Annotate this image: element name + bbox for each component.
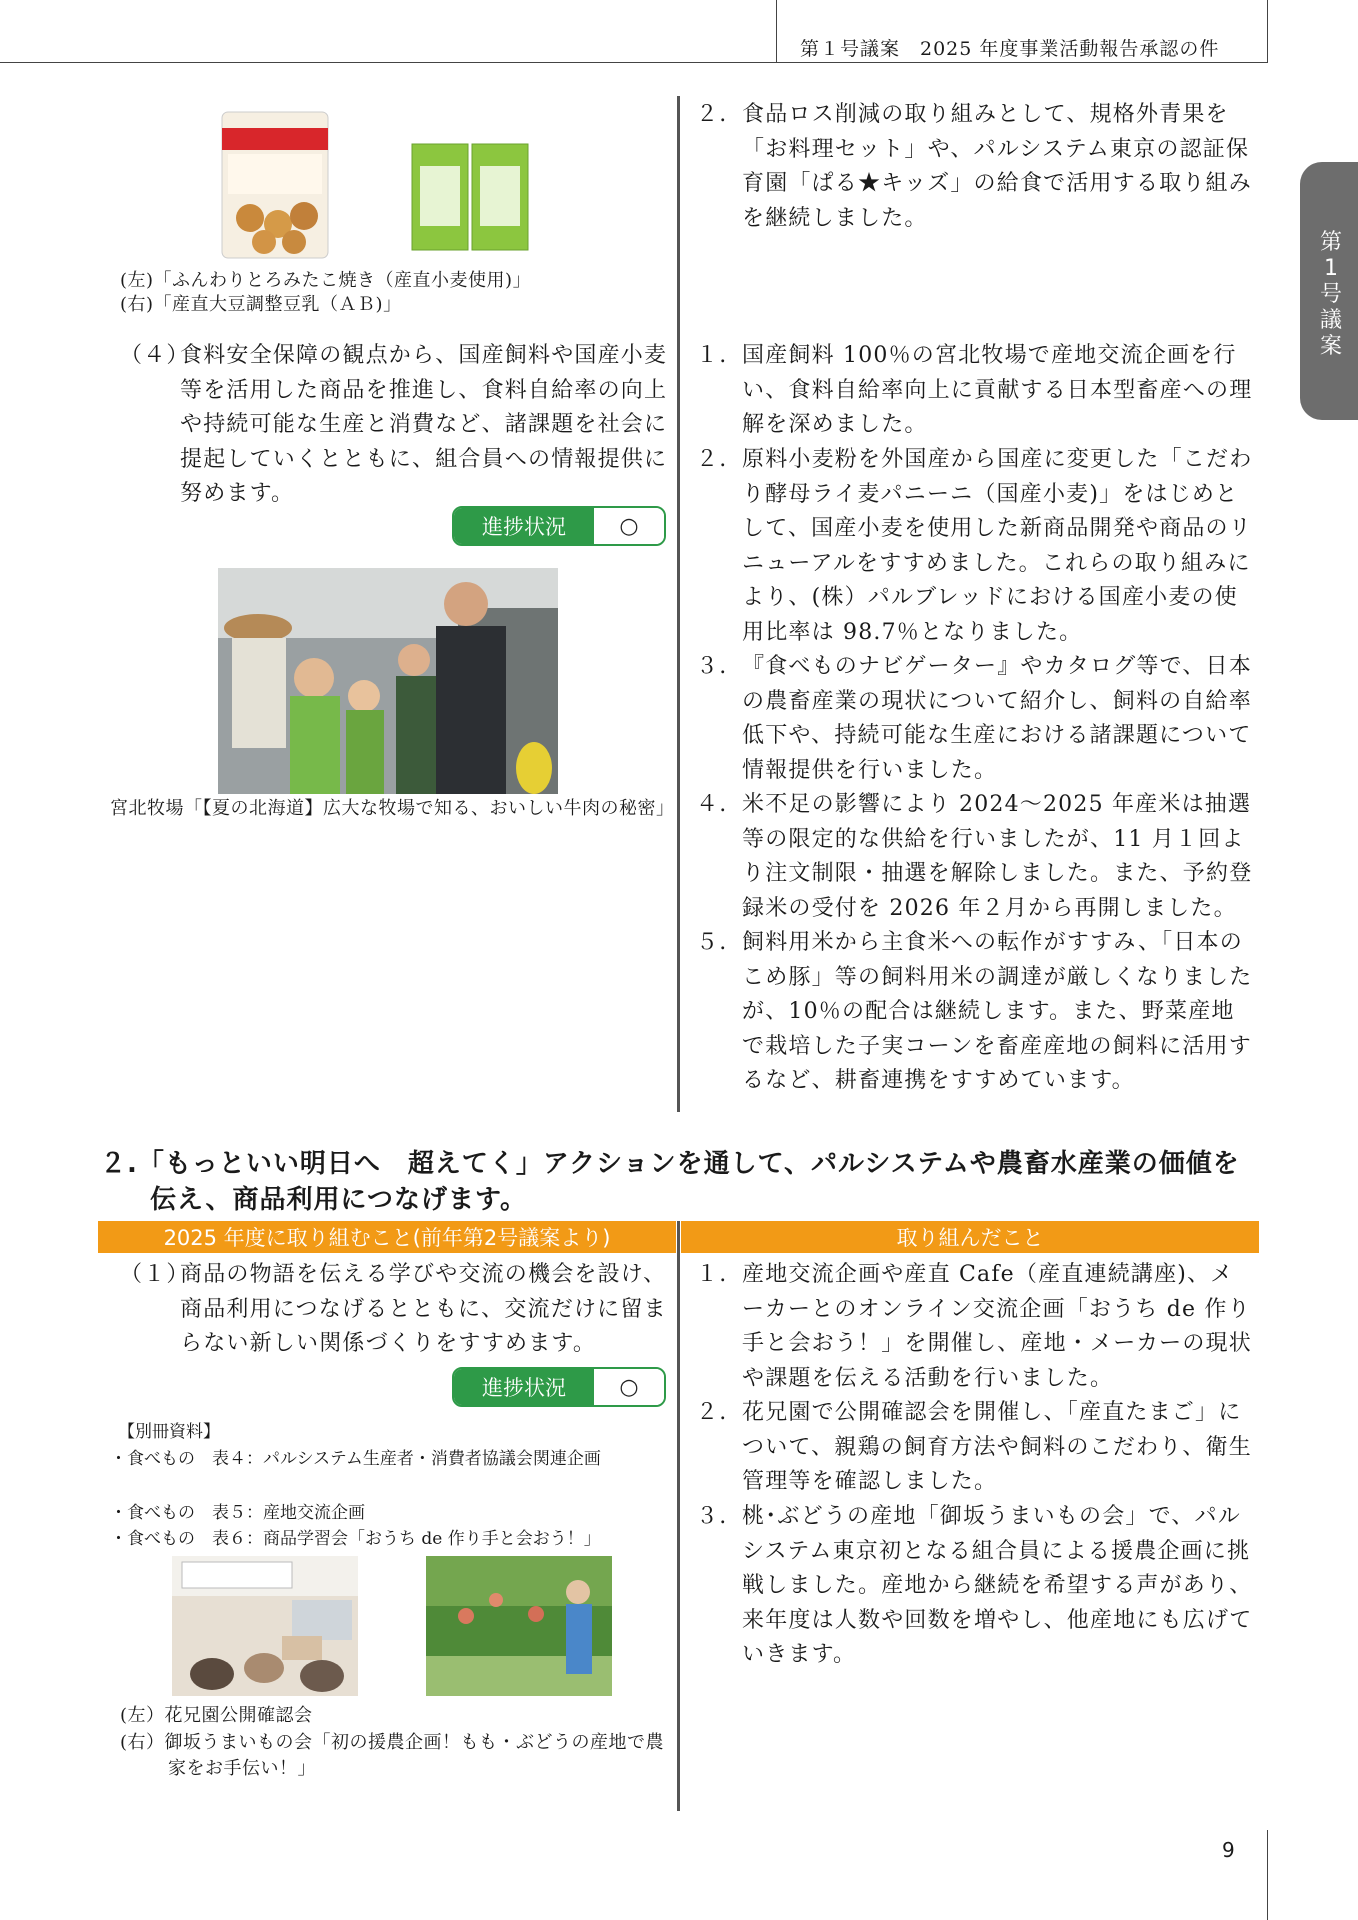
reference-title: 【別冊資料】 <box>118 1422 220 1442</box>
item-number: ４. <box>696 792 728 817</box>
header-divider-right <box>1267 0 1268 62</box>
item-number: １. <box>696 1262 728 1287</box>
item-number: ３. <box>696 654 728 679</box>
reference-item-2: ・食べもの 表５：産地交流企画 <box>110 1503 365 1523</box>
right-column-header: 取り組んだこと <box>681 1221 1259 1253</box>
food-loss-item <box>696 98 1256 236</box>
section2-result-1 <box>696 1258 1256 1396</box>
header-rule <box>0 62 1268 63</box>
misaka-farm-support-photo <box>426 1556 612 1696</box>
item-text: 食品ロス削減の取り組みとして、規格外青果を「お料理セット」や、パルシステム東京の認証保育園「ぱる★キッズ」の給食で活用する取り組みを継続しました。 <box>742 102 1252 231</box>
reference-item-3: ・食べもの 表６：商品学習会「おうち de 作り手と会おう！」 <box>110 1529 601 1549</box>
section4-number: （４） <box>120 343 190 368</box>
section4-text: 食料安全保障の観点から、国産飼料や国産小麦等を活用した商品を推進し、食料自給率の向上や持続可能な生産と消費など、諸課題を社会に提起していくとともに、組合員への情報提供に努めます。 <box>180 343 668 506</box>
miyakita-farm-photo <box>218 568 558 794</box>
progress-badge-label: 進捗状況 <box>454 508 594 544</box>
soymilk-product-photo <box>408 136 532 254</box>
column-divider-top <box>677 96 680 1112</box>
progress-badge-section2 <box>452 1367 666 1407</box>
header-divider-left <box>776 0 777 62</box>
footer-divider <box>1267 1830 1268 1920</box>
chapter-side-tab-label: 第1号議案 <box>1319 230 1342 359</box>
progress-badge-label: 進捗状況 <box>454 1369 594 1405</box>
section2-result-2 <box>696 1396 1256 1500</box>
section4-result-5 <box>696 926 1256 1099</box>
section4-result-4 <box>696 788 1256 926</box>
item-text: 桃･ぶどうの産地「御坂うまいもの会」で、パルシステム東京初となる組合員による援農企画に挑戦しました。産地から継続を希望する声があり、来年度は人数や回数を増やし、他産地にも広げていきます。 <box>742 1504 1253 1667</box>
section4-result-3 <box>696 650 1256 788</box>
item-text: 『食べものナビゲーター』やカタログ等で、日本の農畜産業の現状について紹介し、飼料の自給率低下や、持続可能な生産における諸課題について情報提供を行いました。 <box>742 654 1252 783</box>
progress-badge-value: ○ <box>594 508 664 544</box>
item-number: ２. <box>696 447 728 472</box>
item-number: １. <box>696 343 728 368</box>
section2-title-line1: ２.「もっといい明日へ 超えてく」アクションを通して、パルシステムや農畜水産業の価値を <box>100 1149 1240 1179</box>
photo-caption-right: (右）御坂うまいもの会「初の援農企画！もも・ぶどうの産地で農家をお手伝い！」 <box>120 1732 665 1779</box>
reference-item-1: ・食べもの 表４：パルシステム生産者・消費者協議会関連企画 <box>110 1449 601 1469</box>
item-text: 花兄園で公開確認会を開催し、「産直たまご」について、親鶏の飼育方法や飼料のこだわり、衛生管理等を確認しました。 <box>742 1400 1252 1494</box>
item-number: ５. <box>696 930 728 955</box>
item-text: 国産飼料 100％の宮北牧場で産地交流企画を行い、食料自給率向上に貢献する日本型畜産への理解を深めました。 <box>742 343 1253 437</box>
page-header-title: 第１号議案 2025 年度事業活動報告承認の件 <box>800 38 1220 60</box>
miyakita-farm-caption: 宮北牧場「【夏の北海道】広大な牧場で知る、おいしい牛肉の秘密」 <box>110 798 675 819</box>
product-caption-left: (左)「ふんわりとろみたこ焼き（産直小麦使用)」 <box>120 270 532 291</box>
item-number: ２. <box>696 102 728 127</box>
item-text: 原料小麦粉を外国産から国産に変更した「こだわり酵母ライ麦パニーニ（国産小麦)」をはじめとして、国産小麦を使用した新商品開発や商品のリニューアルをすすめました。これらの取り組みにより、(株）パルブレッドにおける国産小麦の使用比率は 98.7％となりました。 <box>742 447 1253 645</box>
section2-goal-text: 商品の物語を伝える学びや交流の機会を設け、商品利用につなげるとともに、交流だけに留まらない新しい関係づくりをすすめます。 <box>180 1262 667 1356</box>
section2-goal-1 <box>120 1258 670 1362</box>
section4-goal <box>120 339 670 512</box>
item-text: 米不足の影響により 2024〜2025 年産米は抽選等の限定的な供給を行いましたが、11 月１回より注文制限・抽選を解除しました。また、予約登録米の受付を 2026 年２月から再開しました。 <box>742 792 1253 921</box>
section2-title <box>100 1146 1280 1218</box>
left-column-header: 2025 年度に取り組むこと(前年第2号議案より) <box>98 1221 676 1253</box>
section4-result-2 <box>696 443 1256 650</box>
item-number: ３. <box>696 1504 728 1529</box>
progress-badge-value: ○ <box>594 1369 664 1405</box>
section2-title-line2: 伝え、商品利用につなげます。 <box>150 1185 527 1215</box>
item-text: 飼料用米から主食米への転作がすすみ、「日本のこめ豚」等の飼料用米の調達が厳しくなりましたが、10％の配合は継続します。また、野菜産地で栽培した子実コーンを畜産産地の飼料に活用するなど、耕畜連携をすすめています。 <box>742 930 1253 1093</box>
photo-caption-left: (左）花兄園公開確認会 <box>120 1705 313 1726</box>
section4-result-1 <box>696 339 1256 443</box>
item-number: ２. <box>696 1400 728 1425</box>
page-number: 9 <box>1222 1838 1235 1862</box>
takoyaki-product-photo <box>220 110 330 260</box>
section2-goal-number: （１） <box>120 1262 190 1287</box>
progress-badge-section4 <box>452 506 666 546</box>
product-caption-right: (右)「産直大豆調整豆乳（ＡＢ)」 <box>120 294 402 315</box>
section2-result-3 <box>696 1500 1256 1673</box>
hanamien-inspection-photo <box>172 1556 358 1696</box>
item-text: 産地交流企画や産直 Cafe（産直連続講座)、メーカーとのオンライン交流企画「おうち de 作り手と会おう！」を開催し、産地・メーカーの現状や課題を伝える活動を行いました。 <box>742 1262 1252 1391</box>
